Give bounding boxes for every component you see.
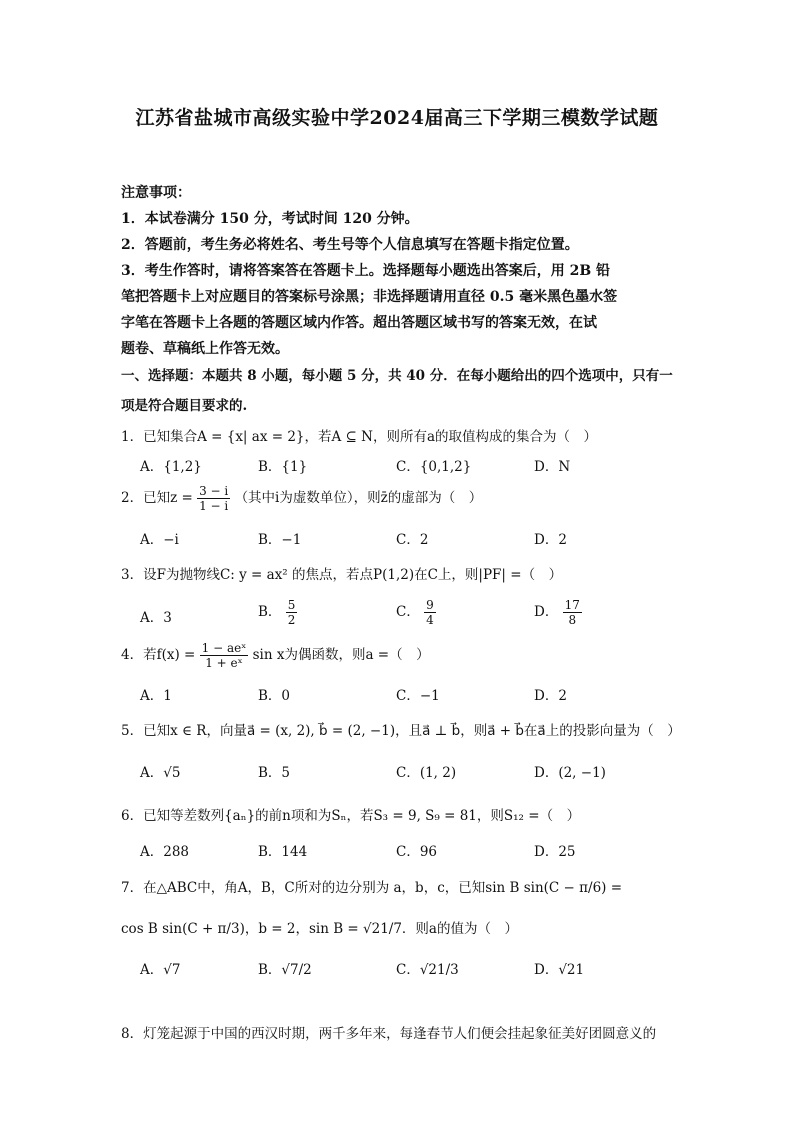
notice-item: 1．本试卷满分 150 分，考试时间 120 分钟。 bbox=[121, 211, 419, 227]
question-6-options bbox=[140, 840, 700, 864]
option-a: A．√7 bbox=[140, 962, 181, 978]
fraction: $\frac{17}{8}$ bbox=[564, 598, 580, 627]
math-expression: (C + π/3) bbox=[182, 921, 245, 937]
question-4-stem bbox=[121, 641, 430, 670]
fraction-denominator: 1 + eˣ bbox=[205, 656, 243, 670]
fraction-numerator: 3 − i bbox=[199, 484, 229, 498]
option-c: C．96 bbox=[396, 844, 438, 860]
option-d: D．2 bbox=[534, 688, 567, 704]
question-8-stem: 8．灯笼起源于中国的西汉时期，两千多年来，每逢春节人们便会挂起象征美好团圆意义的 bbox=[121, 1026, 657, 1042]
question-3-stem: 3．设F为抛物线C: y = ax² 的焦点，若点P(1,2)在C上，则|PF| =（ ） bbox=[121, 567, 563, 583]
question-2-stem bbox=[121, 484, 482, 513]
notice-item: 题卷、草稿纸上作答无效。 bbox=[121, 341, 289, 357]
section-heading-line2: 项是符合题目要求的. bbox=[121, 398, 248, 414]
question-4-options bbox=[140, 684, 700, 708]
option-d: D．25 bbox=[534, 844, 576, 860]
option-b: B．5 bbox=[258, 765, 291, 781]
fraction: $\frac{9}{4}$ bbox=[426, 598, 434, 627]
option-a: A．{1,2} bbox=[140, 459, 202, 475]
question-2-options bbox=[140, 528, 700, 552]
fraction-denominator: 1 − i bbox=[199, 499, 229, 513]
option-c: C．(1, 2) bbox=[396, 765, 457, 781]
option-d: D．2 bbox=[534, 532, 567, 548]
question-5-options bbox=[140, 761, 700, 785]
option-d: D．N bbox=[534, 459, 571, 475]
option-a: A．3 bbox=[140, 610, 172, 626]
notice-item: 字笔在答题卡上各题的答题区域内作答。超出答题区域书写的答案无效，在试 bbox=[121, 315, 597, 331]
question-7-text: = bbox=[606, 880, 623, 896]
question-4-stem-start: 4．若f(x) = bbox=[121, 647, 200, 663]
question-1-options bbox=[140, 455, 700, 479]
question-7-text: ，b = 2，sin B = √21/7．则a的值为（ ） bbox=[244, 921, 518, 937]
section-heading-line1: 一、选择题：本题共 8 小题，每小题 5 分，共 40 分．在每小题给出的四个选项中，只有一 bbox=[121, 368, 673, 384]
notice-item: 笔把答题卡上对应题目的答案标号涂黑；非选择题请用直径 0.5 毫米黑色墨水签 bbox=[121, 289, 618, 305]
question-1-stem: 1．已知集合A = {x| ax = 2}，若A ⊆ N，则所有a的取值构成的集合为（ ） bbox=[121, 429, 598, 445]
notice-item: 2．答题前，考生务必将姓名、考生号等个人信息填写在答题卡指定位置。 bbox=[121, 237, 579, 253]
fraction: $\frac{5}{2}$ bbox=[287, 598, 296, 627]
option-b: B．−1 bbox=[258, 532, 302, 548]
question-7-stem-line2 bbox=[121, 917, 518, 937]
question-7-text: 7．在△ABC中，角A，B，C所对的边分别为 a，b，c，已知sin B sin bbox=[121, 880, 544, 896]
fraction bbox=[200, 641, 249, 670]
option-c: C．{0,1,2} bbox=[396, 459, 472, 475]
question-7-options bbox=[140, 958, 700, 982]
notice-item: 3．考生作答时，请将答案答在答题卡上。选择题每小题选出答案后，用 2B 铅 bbox=[121, 263, 611, 279]
question-7-stem-line1 bbox=[121, 876, 622, 896]
question-2-stem-end: （其中i为虚数单位），则z̄的虚部为（ ） bbox=[234, 490, 483, 506]
option-a: A．288 bbox=[140, 844, 190, 860]
option-b: B．√7/2 bbox=[258, 962, 312, 978]
option-a: A．√5 bbox=[140, 765, 181, 781]
fraction-numerator: 1 − aeˣ bbox=[201, 641, 247, 655]
option-b: B．0 bbox=[258, 688, 291, 704]
option-c: C．2 bbox=[396, 532, 429, 548]
option-b: B．144 bbox=[258, 844, 308, 860]
option-c: C． $\frac{9}{4}$ bbox=[396, 598, 434, 627]
option-d: D．(2, −1) bbox=[534, 765, 606, 781]
question-5-stem: 5．已知x ∈ R，向量a⃗ = (x, 2), b⃗ = (2, −1)，且a⃗ ⊥ b⃗，则a⃗ + b⃗在a⃗上的投影向量为（ ） bbox=[121, 723, 681, 739]
option-b: B． $\frac{5}{2}$ bbox=[258, 598, 296, 627]
question-2-stem-start: 2．已知z = bbox=[121, 490, 198, 506]
exam-title: 江苏省盐城市高级实验中学2024届高三下学期三模数学试题 bbox=[135, 107, 659, 129]
option-c: C．−1 bbox=[396, 688, 440, 704]
option-b: B．{1} bbox=[258, 459, 308, 475]
option-d: D．√21 bbox=[534, 962, 585, 978]
math-expression: (C − π/6) bbox=[543, 880, 607, 896]
fraction bbox=[197, 484, 230, 513]
question-7-text: cos B sin bbox=[121, 921, 183, 937]
question-6-stem: 6．已知等差数列{aₙ}的前n项和为Sₙ，若S₃ = 9, S₉ = 81，则S₁₂ =（ ） bbox=[121, 808, 581, 824]
option-d: D． $\frac{17}{8}$ bbox=[534, 598, 580, 627]
notice-heading: 注意事项： bbox=[121, 185, 191, 201]
option-a: A．−i bbox=[140, 532, 179, 548]
option-c: C．√21/3 bbox=[396, 962, 459, 978]
question-4-stem-end: sin x为偶函数，则a =（ ） bbox=[252, 647, 430, 663]
option-a: A．1 bbox=[140, 688, 172, 704]
question-3-options bbox=[140, 598, 700, 634]
